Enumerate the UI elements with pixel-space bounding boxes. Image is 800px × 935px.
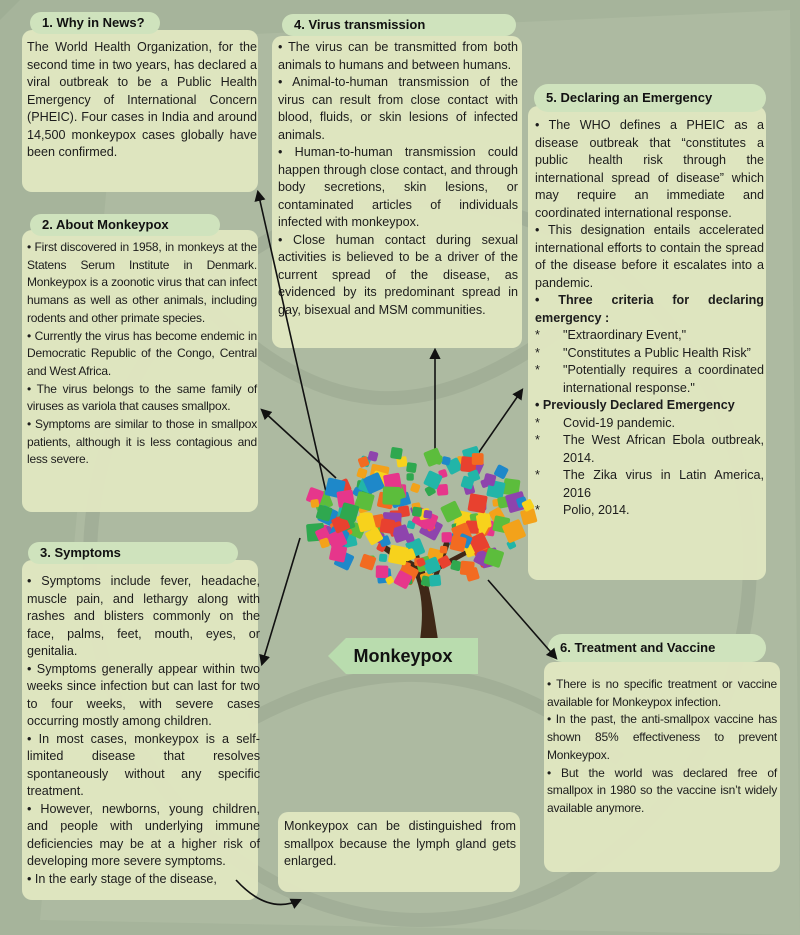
arrow-to-news <box>258 192 326 492</box>
symptoms-item-4: • However, newborns, young children, and people with underlying immune deficiencies may be at a higher risk of developing more severe symptoms. <box>27 801 260 868</box>
treatment-heading: 6. Treatment and Vaccine <box>548 634 766 662</box>
canopy-tile <box>472 453 484 465</box>
canopy-tile <box>376 565 389 578</box>
canopy-tile <box>382 486 401 505</box>
criteria-item-2: "Constitutes a Public Health Risk” <box>563 345 751 360</box>
previous-heading: • Previously Declared Emergency <box>535 398 735 412</box>
emergency-heading: 5. Declaring an Emergency <box>534 84 766 112</box>
canopy-tile <box>379 554 388 563</box>
canopy-tile <box>442 532 452 542</box>
about-item-4: • Symptoms are similar to those in smallpox patients, although it is less contagious and less severe. <box>27 417 257 467</box>
canopy-tile <box>329 544 348 563</box>
transmission-item-1: • The virus can be transmitted from both animals to humans and between humans. <box>278 40 518 72</box>
criteria-item-1: "Extraordinary Event," <box>563 328 687 342</box>
symptoms-item-2: • Symptoms generally appear within two weeks since infection but can last for two to four weeks, with severe cases occurring mostly among children. <box>27 661 260 728</box>
treatment-item-2: • In the past, the anti-smallpox vaccine has shown 85% effectiveness to prevent Monkeypox. <box>547 712 777 762</box>
news-text: The World Health Organization, for the second time in two years, has declared a viral outbreak to be a Public Health Emergency of International Concern (PHEIC). Four cases in India and around 14,500 monkeypox cases globally have been confirmed. <box>27 40 257 159</box>
previous-item: * The Zika virus in Latin America, 2016 <box>535 467 764 502</box>
transmission-item-4: • Close human contact during sexual activities is believed to be a driver of the current spread of the disease, as evidenced by its predominant spread in gay, bisexual and MSM communities. <box>278 232 518 317</box>
criteria-item-3: "Potentially requires a coordinated international response." <box>563 363 764 395</box>
about-item-3: • The virus belongs to the same family of viruses as variola that causes smallpox. <box>27 381 257 414</box>
arrow-to-symptoms <box>262 538 300 664</box>
news-heading: 1. Why in News? <box>30 12 160 34</box>
canopy-tile <box>310 499 319 508</box>
treatment-item-1: • There is no specific treatment or vaccine available for Monkeypox infection. <box>547 677 777 709</box>
canopy-tile <box>388 545 409 566</box>
canopy-tile <box>429 574 441 586</box>
criteria-item: * "Potentially requires a coordinated international response." <box>535 362 764 397</box>
previous-item: * The West African Ebola outbreak, 2014. <box>535 432 764 467</box>
tree-canopy <box>306 446 538 590</box>
transmission-item-2: • Animal-to-human transmission of the virus can result from close contact with blood, fluids, or skin lesions of infected animals. <box>278 75 518 142</box>
previous-item-2: The West African Ebola outbreak, 2014. <box>563 433 764 465</box>
about-heading: 2. About Monkeypox <box>30 214 220 236</box>
symptoms-heading: 3. Symptoms <box>28 542 238 564</box>
canopy-tile <box>410 482 421 493</box>
canopy-tile <box>467 493 487 513</box>
canopy-tile <box>423 510 432 519</box>
symptoms-item-3: • In most cases, monkeypox is a self-limited disease that resolves spontaneously without any specific treatment. <box>27 731 260 798</box>
canopy-tile <box>412 507 422 517</box>
canopy-tile <box>460 561 475 576</box>
canopy-tile <box>406 462 417 473</box>
criteria-heading: • Three criteria for declaring emergency : <box>535 293 764 325</box>
criteria-item: * "Constitutes a Public Health Risk” <box>535 345 764 363</box>
emergency-item-2: • This designation entails accelerated international efforts to contain the spread of the disease before it escalates into a pandemic. <box>535 223 764 290</box>
criteria-item: * "Extraordinary Event," <box>535 327 764 345</box>
arrow-continuation <box>236 880 300 905</box>
previous-item-1: Covid-19 pandemic. <box>563 415 676 430</box>
canopy-tile <box>390 447 403 460</box>
previous-item: * Polio, 2014. <box>535 502 764 520</box>
transmission-item-3: • Human-to-human transmission could happen through close contact, and through body secretions, skin lesions, or contaminated articles of individuals infected with monkeypox. <box>278 145 518 229</box>
previous-item: * Covid-19 pandemic. <box>535 415 764 433</box>
arrow-to-about <box>262 410 336 478</box>
canopy-tile <box>476 513 492 529</box>
transmission-heading: 4. Virus transmission <box>282 14 516 36</box>
symptoms-continuation: Monkeypox can be distinguished from smallpox because the lymph gland gets enlarged. <box>284 819 516 868</box>
canopy-tile <box>407 473 414 480</box>
symptoms-item-5: • In the early stage of the disease, <box>27 871 217 886</box>
about-item-2: • Currently the virus has become endemic in Democratic Republic of the Congo, Central and West Africa. <box>27 328 257 378</box>
canopy-tile <box>440 546 448 554</box>
arrow-to-treatment <box>488 580 556 658</box>
symptoms-item-1: • Symptoms include fever, headache, muscle pain, and lethargy along with rashes and blisters commonly on the face, palms, feet, mouth, eyes, or genitalia. <box>27 574 260 658</box>
previous-item-4: Polio, 2014. <box>563 503 630 517</box>
treatment-item-3: • But the world was declared free of smallpox in 1980 so the vaccine isn’t widely available anymore. <box>547 765 777 815</box>
previous-item-3: The Zika virus in Latin America, 2016 <box>563 468 764 500</box>
center-title: Monkeypox <box>353 646 453 666</box>
about-item-1: • First discovered in 1958, in monkeys at the Statens Serum Institute in Denmark. Monkeypox is a zoonotic virus that can infect humans as well as other animals, including rodents and other primate species. <box>27 240 257 325</box>
emergency-item-1: • The WHO defines a PHEIC as a disease outbreak that “constitutes a public health risk through the international spread of disease” which may require an immediate and coordinated international response. <box>535 118 764 220</box>
canopy-tile <box>379 518 395 534</box>
